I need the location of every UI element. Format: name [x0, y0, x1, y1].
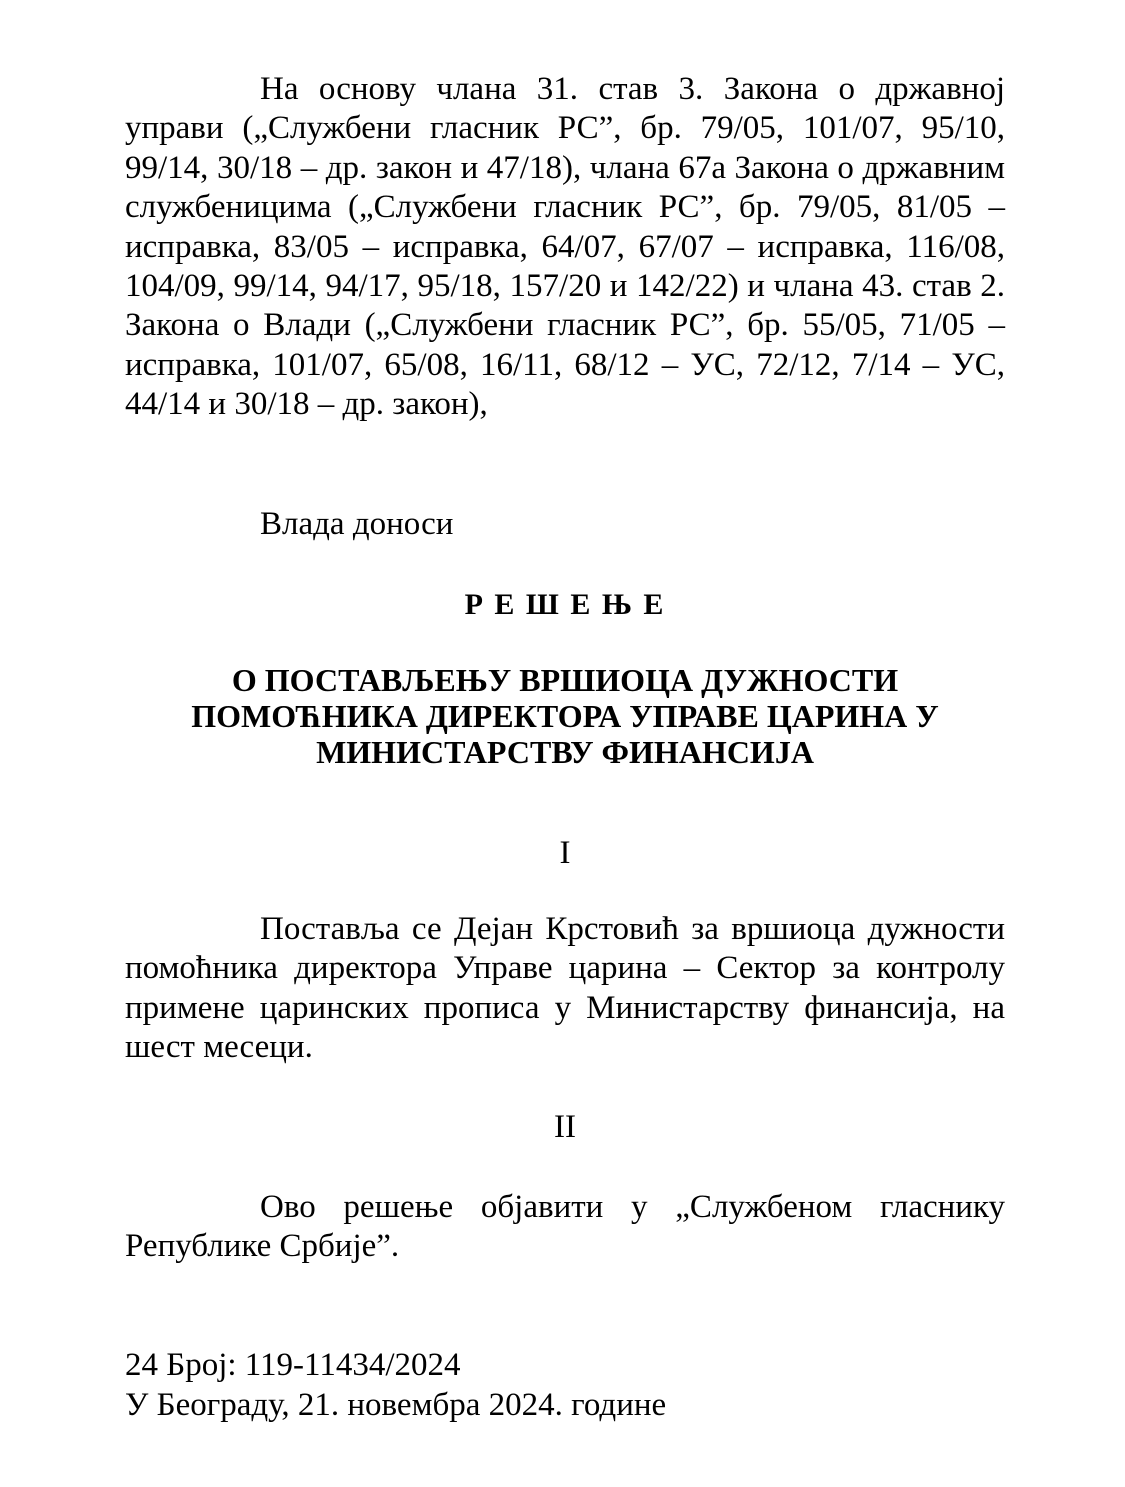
- decision-title-line-3: МИНИСТАРСТВУ ФИНАНСИЈА: [316, 734, 814, 770]
- decision-title-line-1: О ПОСТАВЉЕЊУ ВРШИОЦА ДУЖНОСТИ: [231, 662, 899, 698]
- decision-title: [125, 662, 1005, 770]
- place-and-date: У Београду, 21. новембра 2024. године: [125, 1387, 667, 1423]
- preamble-paragraph: На основу члана 31. став 3. Закона о државној управи („Службени гласник РС”, бр. 79/05, 101/07, 95/10, 99/14, 30/18 – др. закон и 47/18), члана 67а Закона о државним службеницима („Службени гласник РС”, бр. 79/05, 81/05 – исправка, 83/05 – исправка, 64/07, 67/07 – исправка, 116/08, 104/09, 99/14, 94/17, 95/18, 157/20 и 142/22) и члана 43. став 2. Закона о Влади („Службени гласник РС”, бр. 55/05, 71/05 – исправка, 101/07, 65/08, 16/11, 68/12 – УС, 72/12, 7/14 – УС, 44/14 и 30/18 – др. закон),: [125, 71, 1005, 423]
- section-1-text: Поставља се Дејан Крстовић за вршиоца дужности помоћника директора Управе царина – Сектор за контролу примене царинских прописа у Министарству финансија, на шест месеци.: [125, 911, 1005, 1066]
- decision-heading: Р Е Ш Е Њ Е: [464, 588, 666, 621]
- enacting-clause: Влада доноси: [260, 506, 454, 542]
- section-1-numeral: I: [559, 835, 571, 871]
- decision-title-line-2: ПОМОЋНИКА ДИРЕКТОРА УПРАВЕ ЦАРИНА У: [191, 698, 939, 734]
- document-number: 24 Број: 119-11434/2024: [125, 1347, 461, 1383]
- section-2-text: Ово решење објавити у „Службеном гласнику Републике Србије”.: [125, 1189, 1005, 1265]
- section-2-numeral: II: [554, 1109, 576, 1145]
